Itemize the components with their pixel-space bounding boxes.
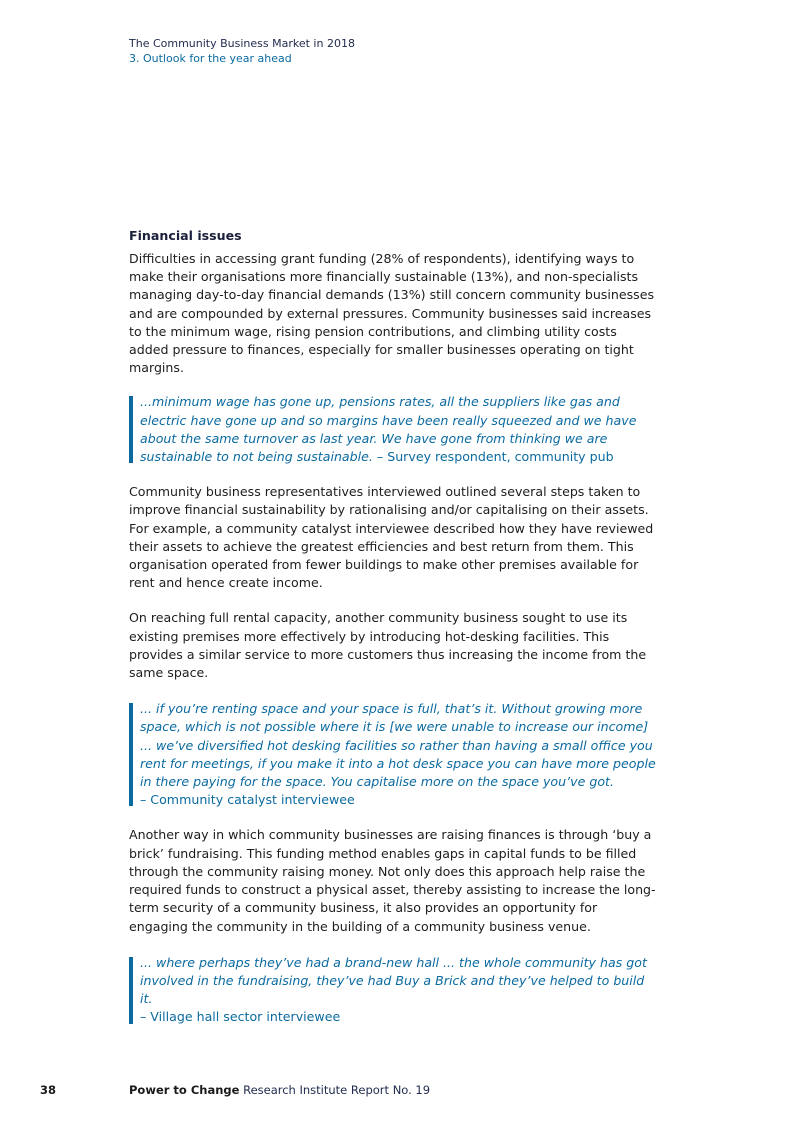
- paragraph-3: On reaching full rental capacity, another community business sought to use its existing premises more effectively by introducing hot-desking facilities. This provides a similar service to more customers thus increasing the income from the same space.: [129, 610, 647, 681]
- running-header: [129, 36, 355, 66]
- quote-text: ... where perhaps they’ve had a brand-new hall ... the whole community has got involved in the fundraising, they’ve had Buy a Brick and they’ve helped to build it.: [140, 954, 647, 1007]
- report-series: Research Institute Report No. 19: [239, 1083, 431, 1097]
- quote-text: ... if you’re renting space and your space is full, that’s it. Without growing more space, which is not possible where it is [we were unable to increase our income] ... we’ve diversified hot desking facilities so rather than having a small office you rent for meetings, if you make it into a hot desk space you can have more people in there paying for the space. You capitalise more on the space you’ve got.: [140, 701, 656, 790]
- quote-attribution: – Survey respondent, community pub: [372, 449, 614, 465]
- section-heading: Financial issues: [129, 228, 242, 243]
- chapter-title: 3. Outlook for the year ahead: [129, 52, 292, 65]
- footer-brand: [129, 1083, 430, 1097]
- paragraph-2: Community business representatives interviewed outlined several steps taken to improve financial sustainability by rationalising and/or capitalising on their assets. For example, a community catalyst interviewee described how they have reviewed their assets to achieve the greatest efficiencies and best return from them. This organisation operated from fewer buildings to make other premises available for rent and hence create income.: [129, 484, 654, 591]
- pull-quote-2: [129, 700, 659, 809]
- quote-bar: [129, 703, 133, 806]
- brand-name: Power to Change: [129, 1083, 240, 1097]
- pull-quote-1: [129, 393, 659, 466]
- quote-text: ...minimum wage has gone up, pensions rates, all the suppliers like gas and electric have gone up and so margins have been really squeezed and we have about the same turnover as last year. We have gone from thinking we are sustainable to not being sustainable.: [140, 394, 637, 465]
- main-content: [129, 228, 659, 1027]
- quote-bar: [129, 396, 133, 463]
- quote-attribution: – Community catalyst interviewee: [140, 792, 355, 808]
- report-title: The Community Business Market in 2018: [129, 37, 355, 50]
- quote-bar: [129, 957, 133, 1024]
- quote-attribution: – Village hall sector interviewee: [140, 1009, 341, 1025]
- paragraph-4: Another way in which community businesses are raising finances is through ‘buy a brick’ fundraising. This funding method enables gaps in capital funds to be filled through the community raising money. Not only does this approach help raise the required funds to construct a physical asset, thereby assisting to increase the long-term security of a community business, it also provides an opportunity for engaging the community in the building of a community business venue.: [129, 827, 656, 934]
- paragraph-1: Difficulties in accessing grant funding (28% of respondents), identifying ways to make their organisations more financially sustainable (13%), and non-specialists managing day-to-day financial demands (13%) still concern community businesses and are compounded by external pressures. Community businesses said increases to the minimum wage, rising pension contributions, and climbing utility costs added pressure to finances, especially for smaller businesses operating on tight margins.: [129, 251, 655, 376]
- pull-quote-3: [129, 954, 659, 1027]
- page-number: 38: [40, 1083, 57, 1097]
